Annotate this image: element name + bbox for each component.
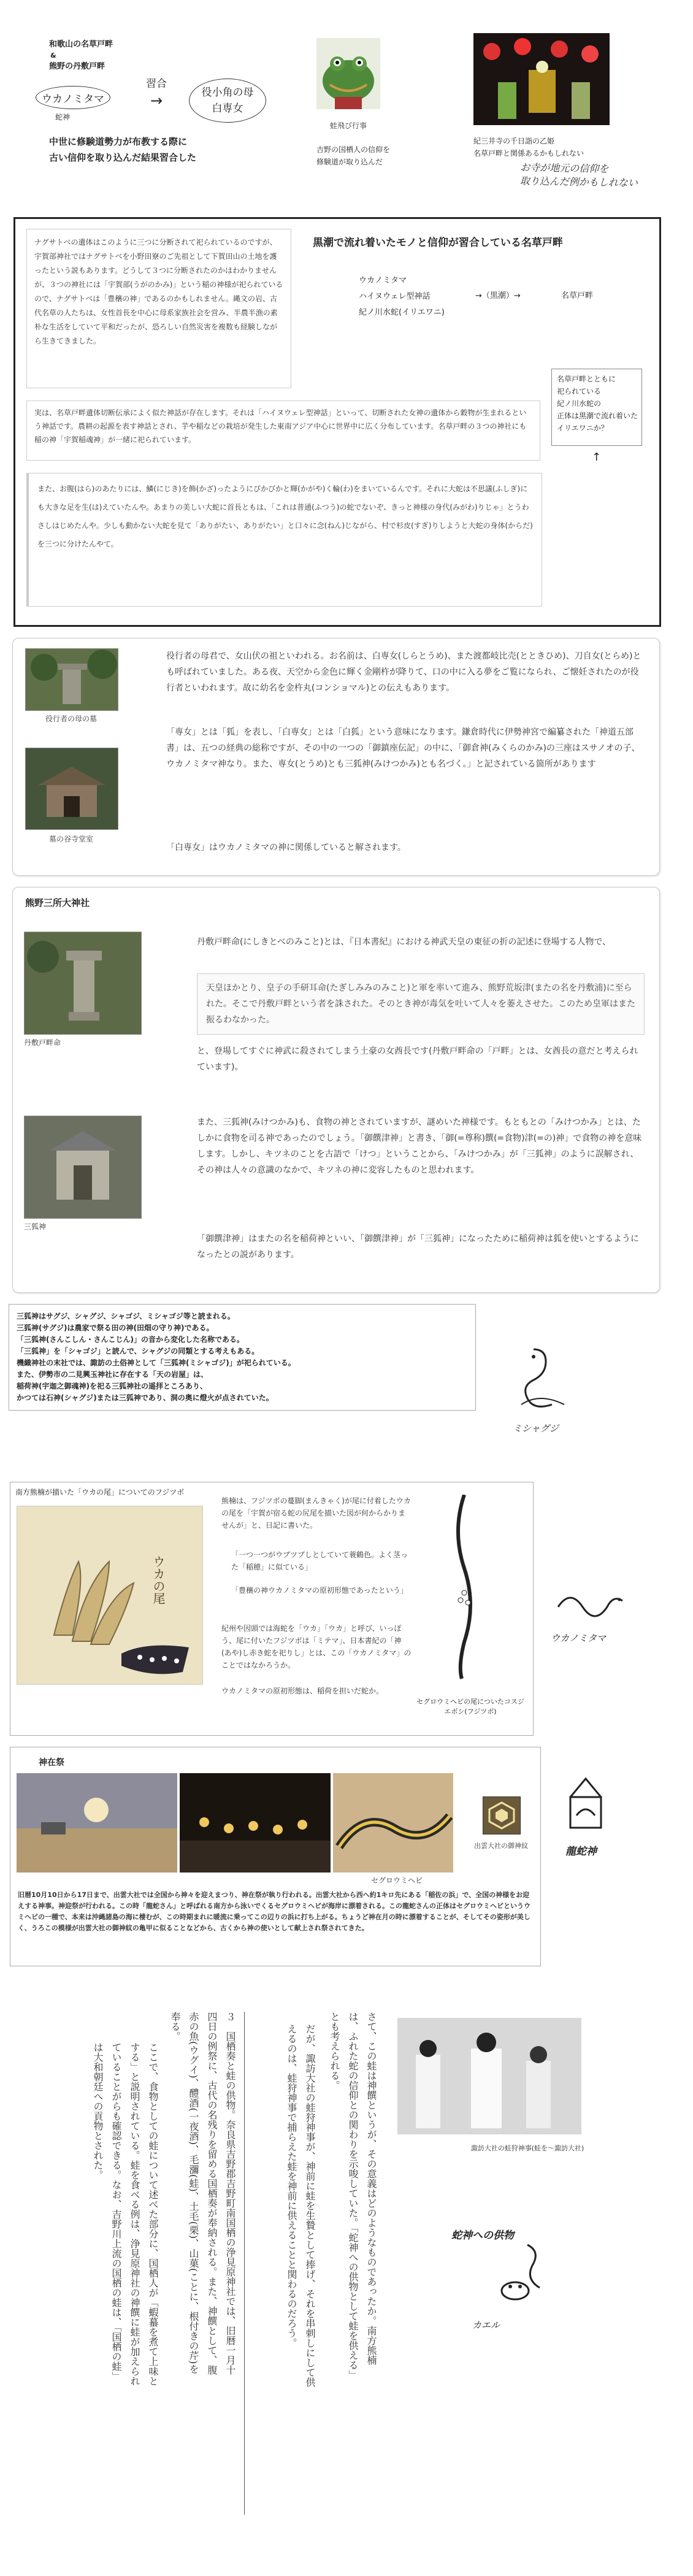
kumano-section [12,887,660,1293]
kuroshio-quote-box [26,473,542,607]
title-amp: & [50,52,56,59]
frog-photo-note: 吉野の国栖人の信仰を 修験道が取り込んだ [316,145,391,166]
shrine-crest-caption: 出雲大社の御神紋 [474,1842,528,1850]
ennogyoja-text3: 「白専女」はウカノミタマの神に関係していると解されます。 [166,843,406,853]
barnacle-drawing-icon [17,1506,202,1684]
mishaguji-line: 「三狐神」を「シャゴジ」と読んで、シャグジの同類とする考えもある。 [17,1347,259,1355]
turtle-shell-crest-icon [488,1801,516,1830]
sea-snake-caption: セグロウミヘビ [370,1876,423,1885]
festival-photo [473,33,610,125]
jinzai-heading: 神在祭 [39,1758,64,1768]
frog-doodle-label: カエル [472,2320,500,2331]
ryujashin-doodle-label: 龍蛇神 [565,1846,597,1858]
flow-hainuwele: ハイヌウェレ型神話 [359,292,431,301]
snake-label: 蛇神 [55,113,71,121]
mishaguji-line: 三狐神(サグジ)は農家で祭る田の神(田畑の守り神)である。 [17,1324,214,1332]
sea-snake-icon [333,1773,453,1873]
sea-snake-photo [333,1773,453,1873]
kuroshio-mid-text: 実は、名草戸畔遺体切断伝承によく似た神話が存在します。それは「ハイヌウェレ型神話」といって、切断された女神の遺体から穀物が生まれるという神話です。農耕の起源を表す神話とされ、芋や稲などの栽培が発生した東南アジア中心に世界中に広く分布しています。名草戸畔の３つの神社にも稲の神「宇賀稲魂神」が一緒に祀られています。 [34,408,527,444]
mishaguji-doodle-label: ミシャグジ [513,1423,559,1434]
ritual-figures-icon [397,2018,581,2134]
ennogyoja-text2: 「専女」とは「狐」を表し、「白専女」とは「白狐」という意味になります。鎌倉時代に伊勢神宮で編纂された「神道五部書」は、五つの経典の総称ですが、その中の一つの「御鎮座伝記」の中に、「御倉神(みくらのかみ)の三座はスサノオの子、ウカノミタマ神なり。また、専女(とうめ)とも三狐神(みけつかみ)とも名づく。」と記されている箇所があります [166,727,640,769]
kawazugari-photo [397,2018,581,2134]
kumano-text4: 「御饌津神」はまたの名を稲荷神といい、「御饌津神」が「三狐神」になったために稲荷神は狐を使いとするようになったとの説があります。 [197,1234,639,1260]
stone-lantern-icon [25,932,141,1034]
column-divider [244,2012,245,2515]
offering-doodle-label: 蛇神への供物 [451,2229,514,2242]
kuroshio-side-note-text: 名草戸畔とともに 祀られている 紀ノ川水蛇の 正体は黒潮で流れ着いた イリエワニか？ [557,375,638,432]
side-note-arrow: ↑ [592,451,602,464]
flow-nagusatobe: 名草戸畔 [561,291,594,301]
sunset-beach-icon [17,1773,177,1873]
kuroshio-side-note [551,369,642,446]
bottom-col-c: さて、この蛙は神饌というが、その意義はどのようなものであったか。南方熊楠は、ふれた蛇の信仰との関わりを示唆していた。「蛇神への供物として蛙を供える」とも考えられる。 [329,2012,377,2380]
grave-icon [26,649,118,710]
kawazugari-caption: 諏訪大社の蛙狩神事(蛙を～諏訪大社) [470,2144,584,2152]
sankoshin-caption: 三狐神 [24,1222,47,1231]
ryujashin-doodle-icon [558,1773,613,1834]
kuroshio-heading: 黒潮で流れ着いたモノと信仰が習合している名草戸畔 [313,237,563,249]
ukanoo-text3: 「豊穣の神ウカノミタマの原初形態であったという」 [231,1586,408,1595]
ukanoo-label: 南方熊楠が描いた「ウカの尾」についてのフジツボ [15,1488,185,1497]
svg-text:ウカの尾: ウカの尾 [151,1555,166,1604]
sea-snake-tail-icon [440,1495,489,1685]
oval-ukanomitama [36,86,110,109]
shrine-crest-icon [483,1796,521,1834]
top-left-title [49,38,113,74]
mishaguji-lines [17,1311,296,1404]
flow-arrow: →（黒潮）→ [475,291,521,301]
ukanoo-text4: 紀州や因頭では海蛇を「ウカ」「ウカ」と呼び、いっぽう、尾に付いたフジツボは「ミテマ」、日本書紀の「神(あや)し赤き蛇を祀りし」とは、この「ウカノミタマ」のことではなかろうか。 [221,1624,412,1669]
flow-crocodile: 紀ノ川水蛇(イリエワニ) [359,308,445,317]
handwritten-note: お寺が地元の信仰を 取り込んだ例かもしれない [519,161,638,189]
inasa-beach-photo [17,1773,177,1873]
kumano-text2: と、登場してすぐに神武に殺されてしまう土豪の女酋長です(丹敷戸畔命の「戸畔」とは、女酋長の意だと考えられています)。 [197,1046,638,1072]
frog-icon [316,38,380,109]
snake-frog-doodle-icon [484,2239,558,2306]
kumano-heading: 熊野三所大神社 [25,897,90,908]
bottom-col-b: ここで、食物としての蛙について述べた部分に、国栖人が「蝦蟇を煮て上味とする」と説明されている。蛙を食べる例は、浄見原神社の神饌に蛙が加えられていることがらも確認できる。なお、吉野川上流の国栖の蛙は、「国栖の蛙」は大和朝廷への貢物とされた。 [92,2042,159,2386]
jinzai-text: 旧暦10月10日から17日まで、出雲大社では全国から神々を迎えまつり、神在祭が執り行われる。出雲大社から西へ約1キロ先にある「稲佐の浜」で、全国の神様をお迎えする神事。神迎祭が行われる。この時「龍蛇さん」と呼ばれる南方から泳いでくるセグロウミヘビが海岸に漂着される。この龍蛇さんの正体はセグロウミヘビというウミヘビの一種で、本来は沖縄諸島の海に棲むが、この時期まれに暖流に乗ってこの辺りの浜に打ち上がる。ちょうど神在月の時に漂着することが、そしてその姿形が美しく、うろこの模様が出雲大社の御神紋の亀甲に似ることなどから、古くから神の使いとして献上され祭されてきた。 [18,1891,530,1932]
frog-ritual-photo [316,38,380,109]
ukanomitama-doodle-icon [552,1576,626,1625]
temple-photo-caption: 墓の谷寺堂室 [48,835,93,843]
syncretism-label: 習合 [146,78,167,90]
ukanoo-caption: セグロウミヘビの尾についたコスジエボシ(フジツボ) [416,1698,524,1715]
mishaguji-line: かつては石神(シャグジ)または三狐神であり、洞の奥に燈火が点されていた。 [17,1393,274,1402]
title-nagusatobe: 和歌山の名草戸畔 [49,40,113,49]
kuroshio-mid-textbox [26,401,540,461]
frog-photo-caption: 蛙飛び行事 [329,121,367,130]
ennogyoja-section [12,638,660,876]
syncretism-arrow: → [150,92,163,109]
torch-icon [180,1773,331,1873]
nishikitobe-photo [24,932,142,1035]
mishaguji-line: また、伊勢市の二見興玉神社に存在する「天の岩屋」は、 [17,1370,209,1379]
kuroshio-section [13,217,661,627]
nishikitobe-caption: 丹敷戸畔命 [24,1038,61,1047]
festival-photo-note: 紀三井寺の千日詣の乙姫 名草戸畔と関係あるかもしれない [473,137,584,158]
lantern-procession-photo [180,1773,331,1873]
kumano-quote: 天皇ほかとり、皇子の手研耳命(たぎしみみのみこと)と軍を率いて進み、熊野荒坂津(またの名を丹敷浦)に至られた。そこで丹敷戸畔という者を誅された。そのとき神が毒気を吐いて人々を萎えさせた。このため皇軍はまた振るわなかった。 [197,973,645,1035]
oval-ukanomitama-label: ウカノミタマ [42,93,104,105]
flow-ukanomitama: ウカノミタマ [359,276,407,285]
ukanomitama-doodle-label: ウカノミタマ [551,1633,607,1644]
grave-photo [25,648,118,711]
jinzai-section [10,1747,541,1966]
grave-photo-caption: 役行者の母の墓 [45,715,97,723]
shrine-icon [25,1116,141,1218]
sankoshin-photo [24,1116,142,1219]
kuroshio-quote-text: また、お腹(はら)のあたりには、鱗(にじき)を飾(かざ)ったようにびかびかと輝(かがや)く輪(わ)をまいているんです。それに大蛇は不思議(ふしぎ)にも大きな足を生(は)えていたんや。あまりの美しい大蛇に首長ともは、「これは普通(ふつう)の蛇でないぞ、きっと神様の身代(みがわ)りじゃ」とうわさしはじめたんや。少しも動かない大蛇を見て「ありがたい、ありがたい」と口々に念(ねん)じながら、村で杉皮(すぎ)りしようと大蛇の身体(からだ)を三つに分けたんやて。 [37,485,533,548]
ennogyoja-text1: 役行者の母君で、女山伏の祖といわれる。お名前は、白専女(しらとうめ)、また渡都岐比売(とときひめ)、刀自女(とらめ)とも呼ばれていました。ある夜、天空から金色に輝く金剛杵が降りて、口の中に入る夢をご覧になられ、ご懐妊されたのが役行者といわれます。故に幼名を金杵丸(コンショマル)との伝えもあります。 [166,651,641,693]
mishaguji-line: 「三狐神(さんこしん・さんこじん)」の音から変化した名称である。 [17,1335,244,1344]
ukanoo-text2: 「一つ一つがウブツブしとしていて蓑鶴色。よく茎った「稲穂」に似ている」 [231,1551,408,1571]
kuroshio-left-textbox [26,229,291,388]
kumano-text3: また、三狐神(みけつかみ)も、食物の神とされていますが、謎めいた神様です。もともとの「みけつかみ」とは、たしかに食物を司る神であったのでしょう。「御饌津神」と書き、「御(=尊称)饌(=食物)津(=の)神」で食物の神を意味します。しかし、キツネのことを古語で「けつ」ということから、「みけつかみ」が「三狐神」のように誤解され、その神は人々の意識のなかで、キツネの神に変容したものと思われます。 [197,1117,642,1175]
mishaguji-section [9,1304,476,1411]
top-summary: 中世に修験道勢力が布教する際に 古い信仰を取り込んだ結果習合した [49,136,197,163]
title-nishikitobe: 熊野の丹敷戸畔 [49,62,105,71]
oval-shiratome [189,79,266,123]
oval-shiratome-label: 役小角の母 白専女 [201,86,254,115]
bottom-col-d: だが、諏訪大社の蛙狩神事が、神前に蛙を生贄として捧げ、それを串刺しにして供えるのは、蛙狩神事で捕らえた蛙を神前に供えることと関わるのだろう。 [286,2024,316,2387]
ukanoo-section [10,1482,534,1736]
mishaguji-line: 機織神社の末社では、諏訪の土俗神として「三狐神(ミシャゴジ)」が祀られている。 [17,1359,296,1367]
ukanoo-text1: 熊楠は、フジツボの蔓脚(まんきゃく)が尾に付着したウカの尾を「宇賀が宿る蛇の尻尾を描いた図が何からかりませんが」と、日記に書いた。 [221,1497,411,1530]
temple-icon [26,748,118,829]
kumagusu-drawing [17,1506,203,1685]
mishaguji-line: 三狐神はサグジ、シャグジ、シャゴジ、ミシャゴジ等と読まれる。 [17,1312,235,1321]
bottom-col-a: ３ 国栖奏と蛙の供物。奈良県吉野郡吉野町南国栖の浄見原神社では、旧暦一月十四日の例祭に、古代の名残りを留める国栖奏が奉納される。また、神饌として、腹赤の魚(ウグイ)、醴酒(一夜酒)、毛瀰(蛙)、土毛(栗)、山菓(ことに、根付きの芹)を奉る。 [169,2012,236,2375]
kumano-text1: 丹敷戸畔命(にしきとべのみこと)とは、『日本書紀』における神武天皇の東征の折の記述に登場する人物で、 [197,937,611,947]
flow-diagram [359,273,445,321]
lantern-icon [473,33,610,125]
mishaguji-line: 稲荷神(宇迦之御魂神)を祀る三狐神社の遥拝ところあり、 [17,1382,207,1390]
mishaguji-doodle-icon [509,1343,576,1417]
temple-photo [25,748,118,830]
kuroshio-left-text: ナグサトベの遺体はこのように三つに分断されて祀られているのですが、宇賀部神社ではナグサトベを小野田寮のご先祖として下賀田山の土地を護ったという説もあります。どうして３つに分断されたのかはわかりませんが、３つの神社には「宇賀部(うがのかみ)」という稲の神様が祀られているので、ナグサトベは「豊穣の神」であるのかもしれません。縄文の岩、古代名草の人たちは、女性首長を中心に母系家族社会を営み、半農半漁の素朴な生活をしていて平和だったが、恐ろしい自然災害を複数も経験しながら生きてきました。 [34,238,283,345]
ukanoo-text5: ウカノミタマの原初形態は、稲荷を担いだ蛇か。 [221,1687,384,1695]
